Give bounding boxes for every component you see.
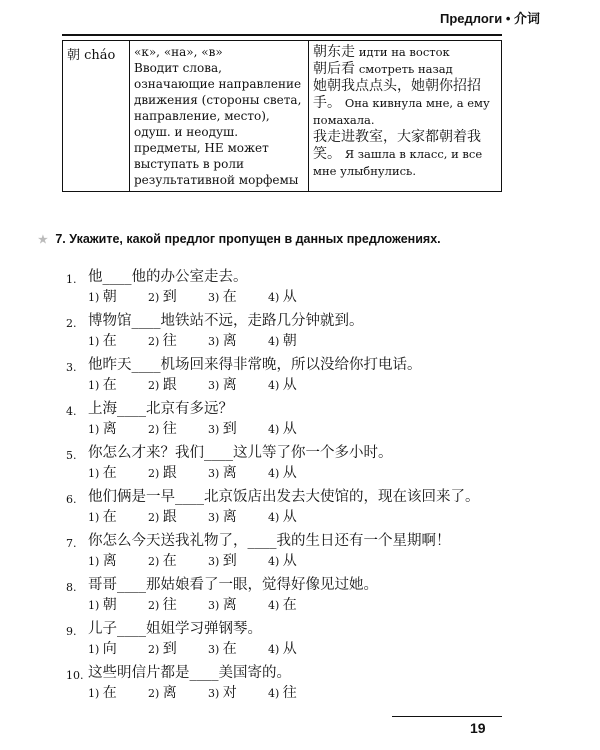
exercise-number: 2.: [66, 317, 77, 330]
description-cell: [130, 41, 309, 192]
answer-option: 3) 离: [208, 509, 237, 525]
exercise-list: [66, 268, 516, 708]
exercise-number: 10.: [66, 669, 84, 682]
exercise-sentence: 他____他的办公室走去。: [88, 269, 248, 285]
running-header: Предлоги • 介词: [440, 11, 540, 26]
footer-rule: [392, 716, 502, 717]
exercise-sentence-row: [66, 400, 516, 421]
exercise-number: 4.: [66, 405, 77, 418]
answer-option: 2) 往: [148, 421, 177, 437]
exercise-sentence: 博物馆____地铁站不远，走路几分钟就到。: [88, 313, 364, 329]
answer-option: 4) 在: [268, 597, 297, 613]
answer-option: 3) 到: [208, 553, 237, 569]
answer-option: 4) 往: [268, 685, 297, 701]
answer-option: 4) 从: [268, 377, 297, 393]
answer-option: 3) 离: [208, 333, 237, 349]
answer-option: 1) 离: [88, 553, 117, 569]
answer-option: 2) 在: [148, 553, 177, 569]
exercise-sentence-row: [66, 532, 516, 553]
exercise-number: 1.: [66, 273, 77, 286]
word-cell: 朝 cháo: [63, 41, 130, 192]
option-row: [88, 289, 516, 306]
answer-option: 4) 从: [268, 421, 297, 437]
exercise-item: [66, 664, 516, 702]
exercise-number: 6.: [66, 493, 77, 506]
answer-option: 3) 离: [208, 597, 237, 613]
answer-option: 3) 对: [208, 685, 237, 701]
option-row: [88, 377, 516, 394]
exercise-sentence-row: [66, 356, 516, 377]
exercise-sentence: 上海____北京有多远？: [88, 401, 233, 417]
answer-option: 3) 离: [208, 465, 237, 481]
answer-option: 4) 从: [268, 641, 297, 657]
reference-table: [62, 40, 502, 192]
answer-option: 4) 从: [268, 465, 297, 481]
task-number: 7.: [55, 232, 66, 246]
exercise-item: [66, 488, 516, 526]
exercise-sentence: 他们俩是一早____北京饭店出发去大使馆的，现在该回来了。: [88, 489, 480, 505]
answer-option: 2) 跟: [148, 465, 177, 481]
option-row: [88, 509, 516, 526]
exercise-sentence-row: [66, 620, 516, 641]
option-row: [88, 553, 516, 570]
option-row: [88, 597, 516, 614]
answer-option: 3) 在: [208, 641, 237, 657]
exercise-item: [66, 268, 516, 306]
exercise-number: 8.: [66, 581, 77, 594]
exercise-sentence-row: [66, 488, 516, 509]
exercise-item: [66, 400, 516, 438]
answer-option: 1) 在: [88, 333, 117, 349]
exercise-sentence: 你怎么才来？我们____这儿等了你一个多小时。: [88, 445, 393, 461]
exercise-sentence: 儿子____姐姐学习弹钢琴。: [88, 621, 262, 637]
answer-option: 4) 从: [268, 509, 297, 525]
exercise-number: 3.: [66, 361, 77, 374]
answer-option: 2) 到: [148, 289, 177, 305]
answer-option: 1) 朝: [88, 289, 117, 305]
exercise-item: [66, 532, 516, 570]
description-title: «к», «на», «в»: [134, 45, 223, 59]
exercise-sentence: 你怎么今天送我礼物了，____我的生日还有一个星期啊！: [88, 533, 451, 549]
star-icon: ★: [38, 234, 48, 246]
page-number: 19: [470, 720, 486, 736]
answer-option: 3) 在: [208, 289, 237, 305]
exercise-item: [66, 356, 516, 394]
exercise-number: 7.: [66, 537, 77, 550]
examples-cell: [309, 41, 502, 192]
task-heading: [38, 232, 441, 246]
answer-option: 2) 往: [148, 597, 177, 613]
exercise-item: [66, 312, 516, 350]
answer-option: 4) 从: [268, 289, 297, 305]
answer-option: 1) 离: [88, 421, 117, 437]
option-row: [88, 421, 516, 438]
option-row: [88, 333, 516, 350]
option-row: [88, 685, 516, 702]
answer-option: 3) 离: [208, 377, 237, 393]
exercise-sentence-row: [66, 444, 516, 465]
exercise-sentence-row: [66, 664, 516, 685]
table-row: [63, 41, 502, 192]
exercise-item: [66, 444, 516, 482]
answer-option: 1) 在: [88, 685, 117, 701]
answer-option: 2) 往: [148, 333, 177, 349]
option-row: [88, 641, 516, 658]
answer-option: 4) 从: [268, 553, 297, 569]
answer-option: 1) 向: [88, 641, 117, 657]
answer-option: 1) 在: [88, 377, 117, 393]
answer-option: 2) 跟: [148, 377, 177, 393]
answer-option: 1) 在: [88, 509, 117, 525]
exercise-sentence-row: [66, 268, 516, 289]
exercise-sentence: 哥哥____那姑娘看了一眼，觉得好像见过她。: [88, 577, 378, 593]
exercise-sentence-row: [66, 312, 516, 333]
example-item: 朝后看 смотреть назад: [313, 61, 453, 77]
answer-option: 4) 朝: [268, 333, 297, 349]
task-text: Укажите, какой предлог пропущен в данных предложениях.: [69, 232, 441, 246]
example-item: 朝东走 идти на восток: [313, 44, 450, 60]
option-row: [88, 465, 516, 482]
answer-option: 2) 跟: [148, 509, 177, 525]
header-rule: [62, 34, 502, 36]
description-body: Вводит слова, означающие направление движения (стороны света, направление, место), одуш. и неодуш. предметы, НЕ может выступать в роли результативной морфемы: [134, 61, 302, 187]
exercise-item: [66, 620, 516, 658]
answer-option: 3) 到: [208, 421, 237, 437]
example-item: 她朝我点点头，她朝你招招手。 Она кивнула мне, а ему помахала.: [313, 78, 490, 127]
exercise-item: [66, 576, 516, 614]
answer-option: 2) 到: [148, 641, 177, 657]
exercise-number: 5.: [66, 449, 77, 462]
answer-option: 1) 朝: [88, 597, 117, 613]
example-item: 我走进教室，大家都朝着我笑。 Я зашла в класс, и все мне улыбнулись.: [313, 129, 483, 178]
exercise-number: 9.: [66, 625, 77, 638]
answer-option: 2) 离: [148, 685, 177, 701]
exercise-sentence: 他昨天____机场回来得非常晚，所以没给你打电话。: [88, 357, 422, 373]
answer-option: 1) 在: [88, 465, 117, 481]
exercise-sentence: 这些明信片都是____美国寄的。: [88, 665, 291, 681]
exercise-sentence-row: [66, 576, 516, 597]
